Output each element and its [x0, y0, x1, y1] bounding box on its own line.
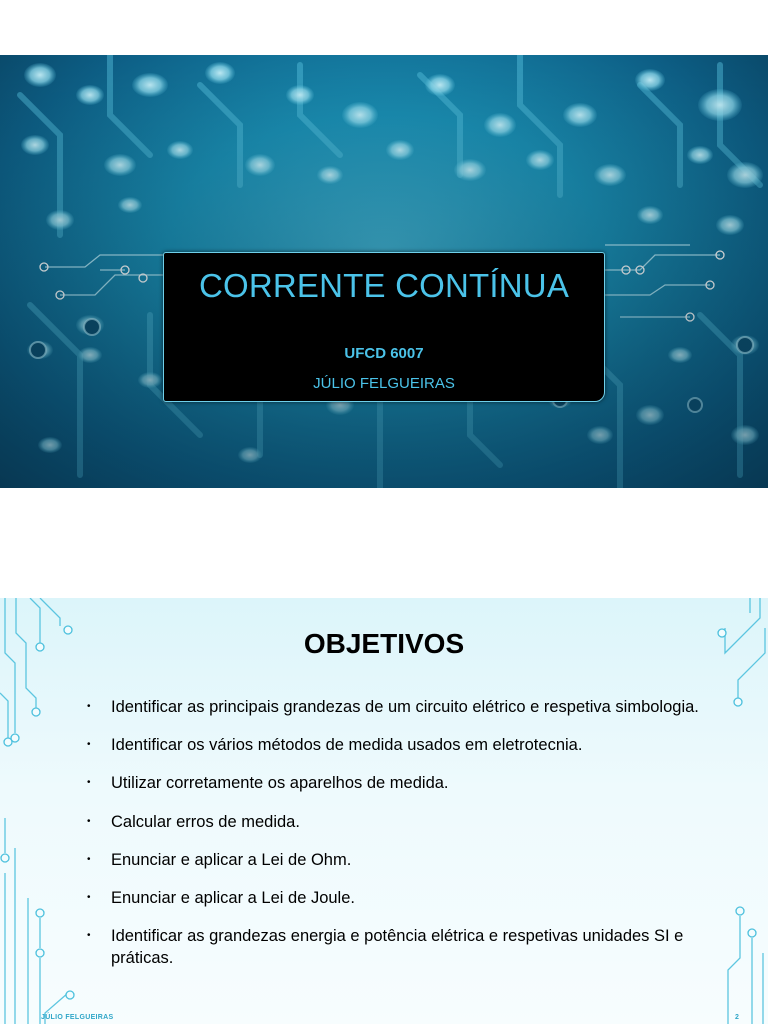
bullet-icon: •	[87, 777, 91, 788]
bullet-icon: •	[87, 739, 91, 750]
page-number: 2	[735, 1014, 739, 1021]
objective-text: Identificar as principais grandezas de um circuito elétrico e respetiva simbologia.	[111, 698, 699, 716]
objective-text: Calcular erros de medida.	[111, 813, 300, 831]
bullet-icon: •	[87, 816, 91, 827]
objective-text: Identificar os vários métodos de medida usados em eletrotecnia.	[111, 736, 583, 754]
course-code: UFCD 6007	[344, 345, 424, 362]
objectives-list	[87, 696, 707, 969]
objective-item	[87, 734, 707, 756]
slide-title: OBJETIVOS	[303, 628, 465, 659]
presentation-title: CORRENTE CONTÍNUA	[198, 267, 570, 304]
objective-text: Enunciar e aplicar a Lei de Ohm.	[111, 851, 352, 869]
objective-item	[87, 849, 707, 871]
objective-text: Utilizar corretamente os aparelhos de medida.	[111, 774, 449, 792]
objective-text: Enunciar e aplicar a Lei de Joule.	[111, 889, 355, 907]
objective-text: Identificar as grandezas energia e potência elétrica e respetivas unidades SI e práticas.	[111, 927, 684, 967]
objective-item	[87, 696, 707, 718]
objective-item	[87, 772, 707, 794]
objective-item	[87, 887, 707, 909]
author-name: JÚLIO FELGUEIRAS	[313, 375, 455, 392]
bullet-icon: •	[87, 701, 91, 712]
objective-item	[87, 811, 707, 833]
title-box	[163, 252, 605, 402]
objective-item	[87, 925, 707, 969]
bullet-icon: •	[87, 892, 91, 903]
bullet-icon: •	[87, 930, 91, 941]
title-slide	[0, 55, 768, 488]
footer-author: JÚLIO FELGUEIRAS	[41, 1014, 114, 1021]
objectives-slide	[0, 598, 768, 1024]
bullet-icon: •	[87, 854, 91, 865]
